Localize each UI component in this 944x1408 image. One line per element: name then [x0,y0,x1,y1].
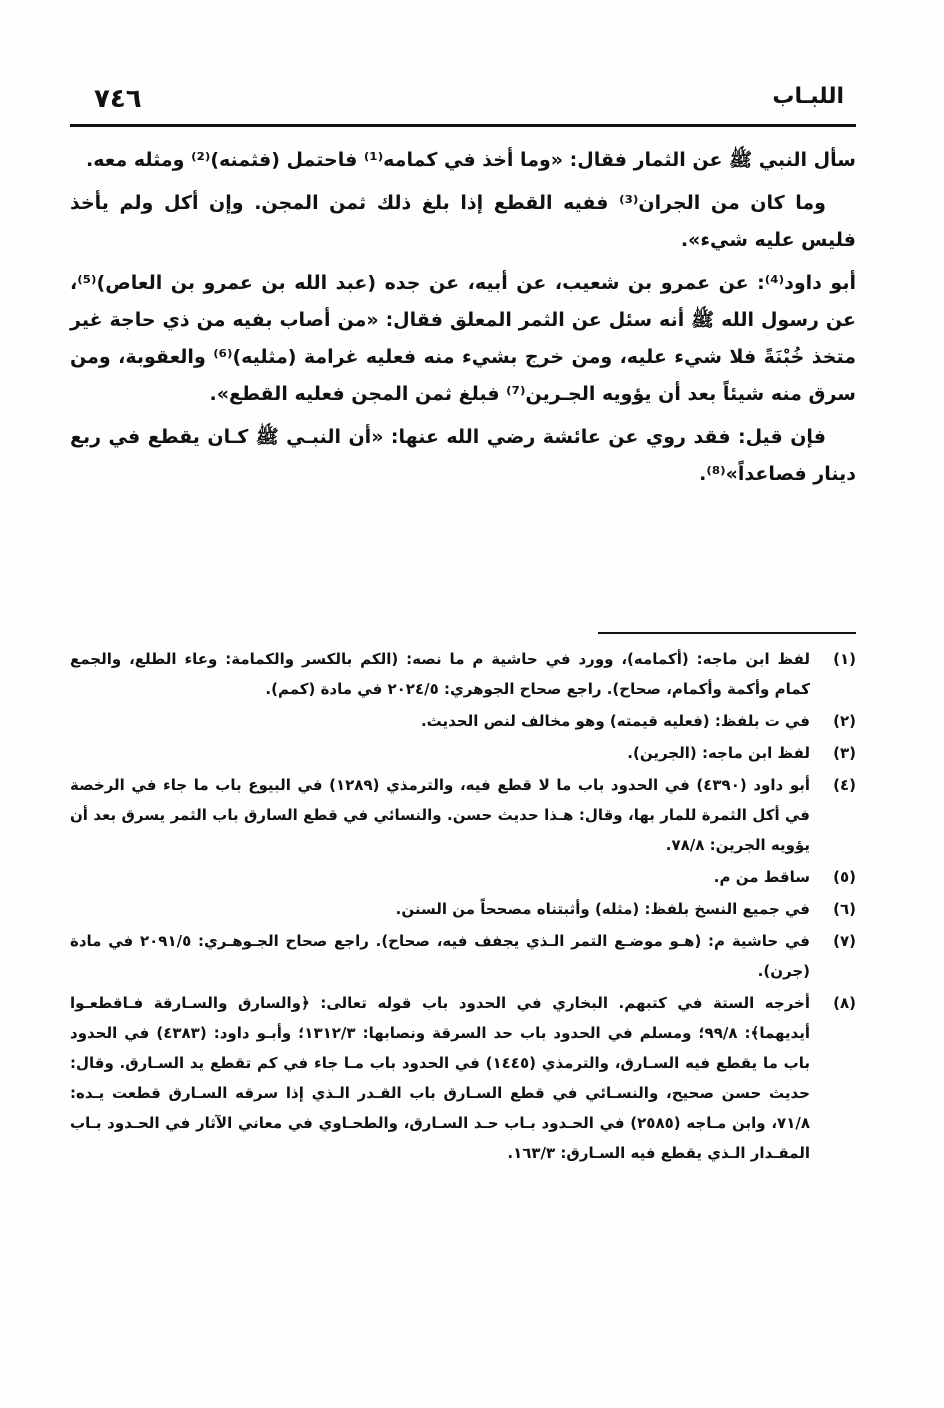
footnote-text: أخرجه الستة في كتبهم. البخاري في الحدود باب قوله تعالى: ﴿والسارق والسـارقة فـاقطعـوا أيديهما﴾: ٩٩/٨؛ ومسلم في الحدود باب حد السرقة ونصابها: ١٣١٢/٣؛ وأبـو داود: (٤٣٨٣) في الحدود باب ما يقطع فيه السـارق، والترمذي (١٤٤٥) في الحدود باب مـا جاء في كم تقطع يد السـارق. وقال: حديث حسن صحيح، والنسـائي في قطع السـارق باب القـدر الـذي إذا سرقه السـارق قطعت يـده: ٧١/٨، وابن مـاجه (٢٥٨٥) في الحـدود بـاب حـد السـارق، والطحـاوي في معاني الآثار في الحـدود بـاب المقـدار الـذي يقطع فيه السـارق: ١٦٣/٣. [70,994,810,1162]
footnote-separator [598,632,856,634]
footnote [70,644,856,704]
footnote [70,706,856,736]
footnote-number: (٦) [833,900,856,918]
footnote-number: (٨) [833,994,856,1012]
footnote-number: (١) [833,650,856,668]
main-text [70,142,856,499]
footnote [70,926,856,986]
paragraph: سأل النبي ﷺ عن الثمار فقال: «وما أخذ في كمامه⁽¹⁾ فاحتمل (فثمنه)⁽²⁾ ومثله معه. [86,149,856,171]
paragraph: وما كان من الجران⁽³⁾ ففيه القطع إذا بلغ ذلك ثمن المجن. وإن أكل ولم يأخذ فليس عليه شيء». [70,192,856,251]
running-title: اللبـاب [772,84,844,109]
footnote-number: (٤) [833,776,856,794]
footnote-number: (٧) [833,932,856,950]
page-number: ٧٤٦ [94,84,142,114]
footnotes [70,644,856,1170]
footnote-text: في ت بلفظ: (فعليه قيمته) وهو مخالف لنص الحديث. [420,712,810,730]
footnote-number: (٥) [833,868,856,886]
footnote [70,894,856,924]
footnote-text: لفظ ابن ماجه: (أكمامه)، وورد في حاشية م ما نصه: (الكم بالكسر والكمامة: وعاء الطلع، والجمع كمام وأكمة وأكمام، صحاح). راجع صحاح الجوهري: ٢٠٢٤/٥ في مادة (كمم). [70,650,810,698]
footnote [70,770,856,860]
footnote [70,738,856,768]
footnote [70,862,856,892]
footnote-text: ساقط من م. [713,868,810,886]
page-header [70,80,856,120]
footnote [70,988,856,1168]
header-rule [70,124,856,127]
paragraph: أبو داود⁽⁴⁾: عن عمرو بن شعيب، عن أبيه، عن جده (عبد الله بن عمرو بن العاص)⁽⁵⁾، عن رسول الله ﷺ أنه سئل عن الثمر المعلق فقال: «من أصاب بفيه من ذي حاجة غير متخذ خُبْنَةً فلا شيء عليه، ومن خرج بشيء منه فعليه غرامة (مثليه)⁽⁶⁾ والعقوبة، ومن سرق منه شيئاً بعد أن يؤويه الجـرين⁽⁷⁾ فبلغ ثمن المجن فعليه القطع». [70,272,856,405]
footnote-text: أبو داود (٤٣٩٠) في الحدود باب ما لا قطع فيه، والترمذي (١٢٨٩) في البيوع باب ما جاء في الرخصة في أكل الثمرة للمار بها، وقال: هـذا حديث حسن. والنسائي في قطع السارق باب الثمر يسرق بعد أن يؤويه الجرين: ٧٨/٨. [70,776,811,854]
footnote-text: لفظ ابن ماجه: (الجرين). [627,744,810,762]
footnote-text: في جميع النسخ بلفظ: (مثله) وأثبتناه مصححاً من السنن. [395,900,810,918]
footnote-text: في حاشية م: (هـو موضـع التمر الـذي يجفف فيه، صحاح). راجع صحاح الجـوهـري: ٢٠٩١/٥ في مادة (جرن). [70,932,810,980]
footnote-number: (٢) [833,712,856,730]
footnote-number: (٣) [833,744,856,762]
paragraph: فإن قيل: فقد روي عن عائشة رضي الله عنها: «أن النبـي ﷺ كـان يقطع في ربع دينار فصاعداً»⁽⁸⁾. [70,426,856,485]
